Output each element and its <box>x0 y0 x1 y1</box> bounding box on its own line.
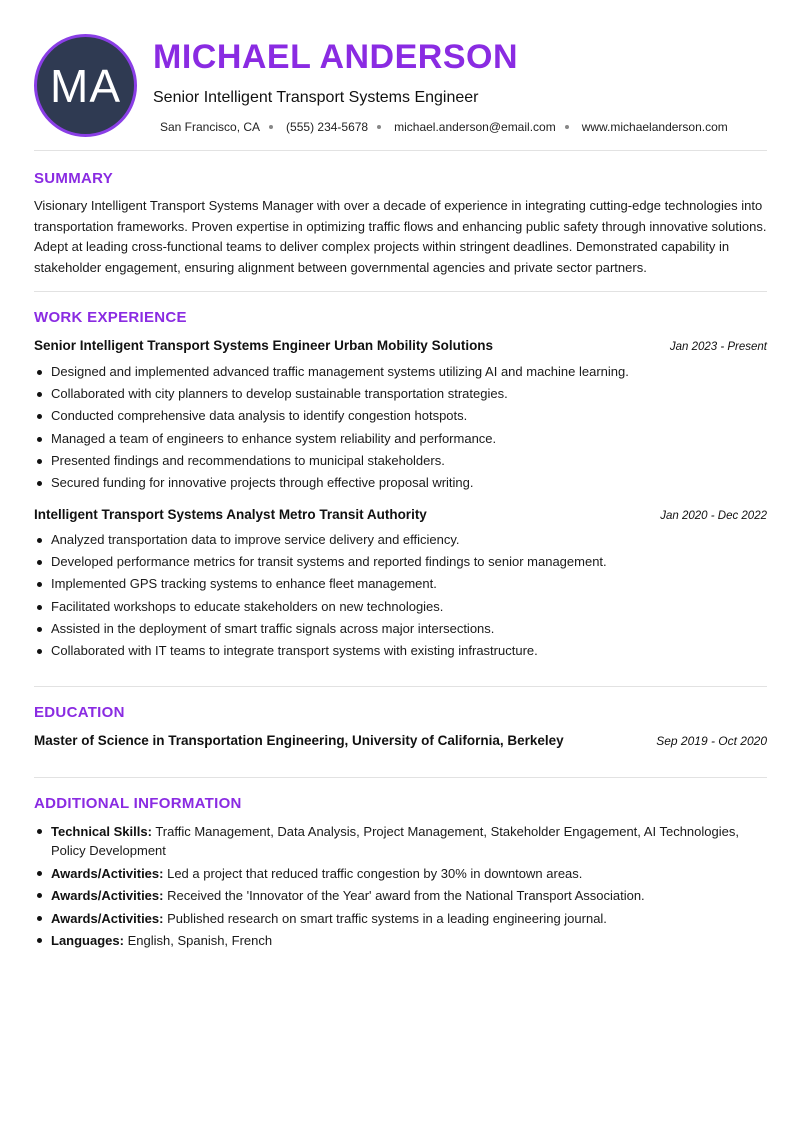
avatar-initials: MA <box>50 59 121 112</box>
contact-line <box>160 120 728 134</box>
list-item: Collaborated with city planners to develop sustainable transportation strategies. <box>34 383 769 405</box>
item-text: English, Spanish, French <box>127 933 273 948</box>
section-divider <box>34 291 767 292</box>
contact-phone[interactable]: (555) 234-5678 <box>286 120 369 134</box>
list-item <box>34 864 769 883</box>
list-item <box>34 822 769 860</box>
resume-header <box>0 0 800 150</box>
job-date: Jan 2023 - Present <box>669 341 767 353</box>
education-date: Sep 2019 - Oct 2020 <box>656 734 767 748</box>
item-text: Traffic Management, Data Analysis, Project Management, Stakeholder Engagement, AI Technologies, Policy Development <box>51 824 739 858</box>
item-text: Published research on smart traffic systems in a leading engineering journal. <box>167 910 607 926</box>
list-item: Developed performance metrics for transit systems and reported findings to senior management. <box>34 551 769 573</box>
separator-dot <box>377 125 381 129</box>
job-bullets <box>34 361 769 494</box>
list-item: Designed and implemented advanced traffic management systems utilizing AI and machine learning. <box>34 361 769 383</box>
list-item: Presented findings and recommendations to municipal stakeholders. <box>34 450 769 472</box>
job-header <box>34 507 767 522</box>
additional-heading: ADDITIONAL INFORMATION <box>34 795 242 812</box>
list-item: Assisted in the deployment of smart traffic signals across major intersections. <box>34 618 769 640</box>
education-degree: Master of Science in Transportation Engineering, University of California, Berkeley <box>34 733 564 748</box>
job-date: Jan 2020 - Dec 2022 <box>660 510 767 522</box>
contact-email[interactable]: michael.anderson@email.com <box>394 120 556 134</box>
list-item: Collaborated with IT teams to integrate transport systems with existing infrastructure. <box>34 640 769 662</box>
item-text: Led a project that reduced traffic congestion by 30% in downtown areas. <box>167 865 583 881</box>
job-role: Senior Intelligent Transport Systems Engineer Urban Mobility Solutions <box>34 338 494 353</box>
item-label: Awards/Activities: <box>51 910 164 926</box>
candidate-title: Senior Intelligent Transport Systems Engineer <box>153 89 479 106</box>
list-item <box>34 909 769 928</box>
separator-dot <box>269 125 273 129</box>
list-item: Analyzed transportation data to improve service delivery and efficiency. <box>34 529 769 551</box>
item-text: Received the 'Innovator of the Year' award from the National Transport Association. <box>167 888 645 903</box>
job-header <box>34 338 767 353</box>
job-bullets <box>34 529 769 662</box>
education-heading: EDUCATION <box>34 704 125 721</box>
list-item: Secured funding for innovative projects through effective proposal writing. <box>34 472 769 494</box>
contact-location: San Francisco, CA <box>160 120 261 134</box>
list-item: Implemented GPS tracking systems to enhance fleet management. <box>34 573 769 595</box>
contact-website[interactable]: www.michaelanderson.com <box>581 120 728 134</box>
list-item <box>34 931 769 950</box>
item-label: Awards/Activities: <box>51 888 164 903</box>
section-divider <box>34 686 767 687</box>
education-entry <box>34 733 767 748</box>
job-role: Intelligent Transport Systems Analyst Metro Transit Authority <box>34 507 427 522</box>
item-label: Awards/Activities: <box>51 865 164 881</box>
list-item: Facilitated workshops to educate stakeholders on new technologies. <box>34 596 769 618</box>
section-divider <box>34 777 767 778</box>
list-item: Managed a team of engineers to enhance system reliability and performance. <box>34 428 769 450</box>
summary-heading: SUMMARY <box>34 170 114 187</box>
section-divider <box>34 150 767 151</box>
additional-list <box>34 822 769 954</box>
candidate-name: MICHAEL ANDERSON <box>153 38 519 76</box>
experience-heading: WORK EXPERIENCE <box>34 309 187 326</box>
avatar <box>34 34 137 137</box>
item-label: Languages: <box>51 933 124 948</box>
list-item <box>34 886 769 905</box>
summary-text: Visionary Intelligent Transport Systems Manager with over a decade of experience in integrating cutting-edge technologies into transportation frameworks. Proven expertise in optimizing traffic flows and enhancing public safety through innovative solutions. Adept at leading cross-functional teams to deliver complex projects within stringent deadlines. Demonstrated capability in stakeholder engagement, ensuring alignment between governmental agencies and private sector partners. <box>34 198 767 275</box>
separator-dot <box>565 125 569 129</box>
item-label: Technical Skills: <box>51 824 152 839</box>
list-item: Conducted comprehensive data analysis to identify congestion hotspots. <box>34 405 769 427</box>
